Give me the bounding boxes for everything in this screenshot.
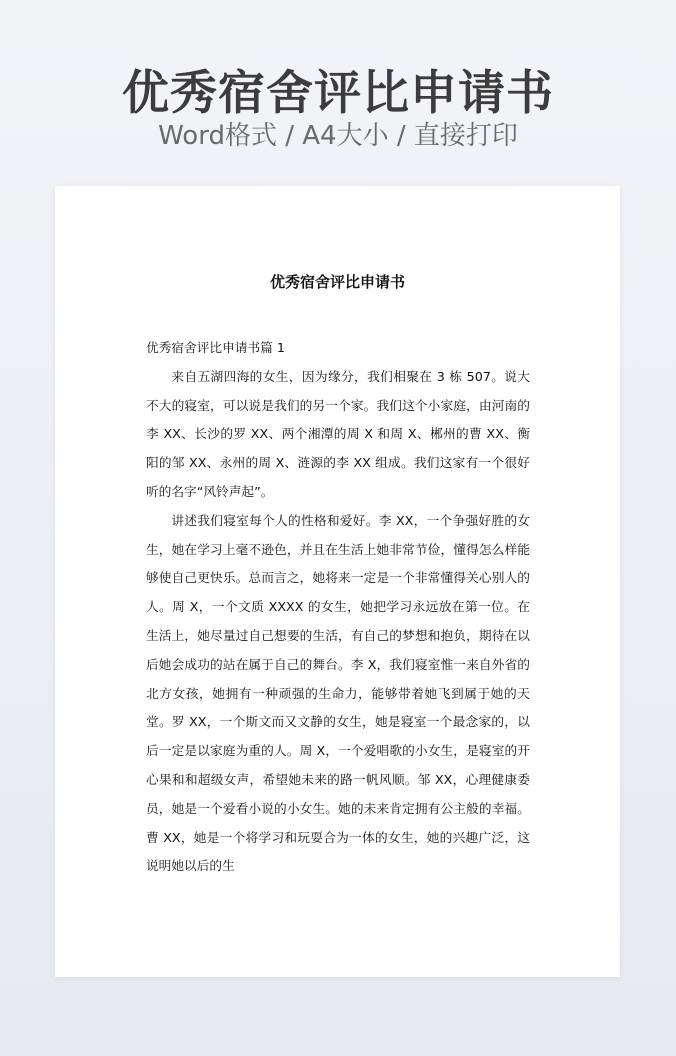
document-page [55,186,620,977]
document-body [146,334,530,881]
body-paragraph: 讲述我们寝室每个人的性格和爱好。李 XX，一个争强好胜的女生，她在学习上毫不逊色，并且在生活上她非常节俭，懂得怎么样能够使自己更快乐。总而言之，她将来一定是一个非常懂得关心别人的人。周 X，一个文质 XXXX 的女生，她把学习永远放在第一位。在生活上，她尽量过自己想要的生活，有自己的梦想和抱负，期待在以后她会成功的站在属于自己的舞台。李 X，我们寝室惟一来自外省的北方女孩，她拥有一种顽强的生命力，能够带着她飞到属于她的天堂。罗 XX，一个斯文而又文静的女生，她是寝室一个最念家的，以后一定是以家庭为重的人。周 X，一个爱唱歌的小女生，是寝室的开心果和和超级女声，希望她未来的路一帆风顺。邹 XX，心理健康委员，她是一个爱看小说的小女生。她的未来肯定拥有公主般的幸福。曹 XX，她是一个将学习和玩耍合为一体的女生，她的兴趣广泛，这说明她以后的生 [146,512,530,874]
body-paragraph: 来自五湖四海的女生，因为缘分，我们相聚在 3 栋 507。说大不大的寝室，可以说是我们的另一个家。我们这个小家庭，由河南的李 XX、长沙的罗 XX、两个湘潭的周 X 和周 X、郴州的曹 XX、衡阳的邹 XX、永州的周 X、涟源的李 XX 组成。我们这家有一个很好听的名字“风铃声起”。 [146,368,530,499]
banner-title: 优秀宿舍评比申请书 [122,66,554,121]
document-title: 优秀宿舍评比申请书 [269,273,405,291]
banner-subtitle: Word格式 / A4大小 / 直接打印 [158,121,518,151]
section-heading: 优秀宿舍评比申请书篇 1 [146,340,285,355]
